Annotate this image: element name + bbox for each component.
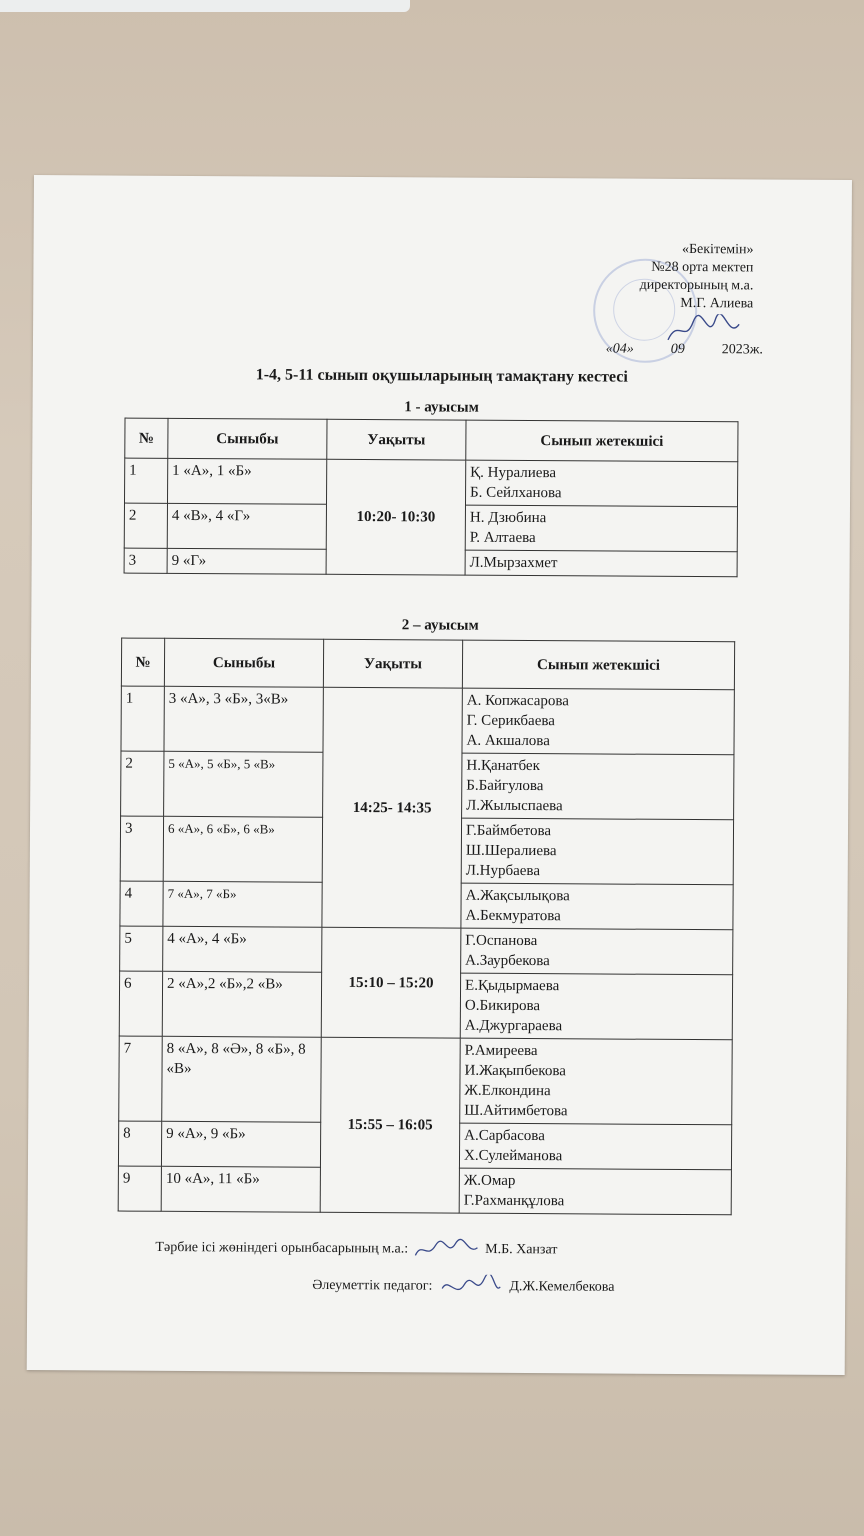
row-classes: 9 «А», 9 «Б» (161, 1121, 320, 1167)
pedagog-signature (436, 1274, 506, 1298)
header-time: Уақыты (323, 639, 462, 688)
row-classes: 4 «А», 4 «Б» (163, 926, 322, 972)
row-num: 2 (121, 751, 164, 816)
teacher: Л.Нурбаева (465, 862, 541, 880)
header-time: Уақыты (327, 419, 466, 460)
teacher: А. Копжасарова (466, 692, 570, 710)
row-teachers (460, 973, 732, 1040)
row-num: 4 (120, 881, 163, 926)
date-month: 09 (670, 341, 685, 357)
row-classes: 4 «В», 4 «Г» (167, 503, 326, 549)
row-time: 14:25- 14:35 (322, 687, 462, 928)
row-classes: 7 «А», 7 «Б» (163, 881, 322, 927)
teacher: Қ. Нуралиева (470, 464, 557, 482)
row-num: 2 (124, 503, 167, 548)
teacher: Б.Байгулова (466, 777, 544, 795)
row-teachers (460, 1038, 733, 1125)
date-day: «04» (605, 341, 634, 357)
row-num: 3 (124, 548, 167, 573)
teacher: Ш.Шералиева (465, 842, 557, 860)
date-year: 2023ж. (721, 342, 763, 358)
row-teachers (459, 1168, 731, 1215)
deputy-signature (412, 1237, 482, 1261)
row-num: 9 (118, 1166, 161, 1211)
row-teachers (465, 550, 737, 577)
teacher: Н.Қанатбек (466, 757, 540, 775)
teacher: Л.Мырзахмет (469, 554, 558, 572)
row-num: 7 (119, 1036, 163, 1121)
teacher: А.Заурбекова (465, 952, 550, 970)
deputy-name: М.Б. Ханзат (485, 1241, 558, 1258)
teacher: А.Сарбасова (464, 1127, 545, 1145)
row-classes: 1 «А», 1 «Б» (167, 458, 326, 504)
teacher: А.Бекмуратова (465, 907, 561, 925)
row-classes: 3 «А», 3 «Б», 3«В» (164, 686, 323, 752)
row-teachers (459, 1123, 731, 1170)
teacher: Х.Сулейманова (463, 1147, 563, 1165)
row-num: 1 (124, 458, 167, 503)
approval-line-3: директорының м.а. (639, 277, 754, 294)
teacher: О.Бикирова (464, 997, 541, 1015)
row-time: 15:10 – 15:20 (321, 927, 461, 1038)
teacher: И.Жақыпбекова (464, 1062, 566, 1080)
teacher: Н. Дзюбина (469, 509, 547, 527)
header-num: № (121, 638, 164, 686)
teacher: Г.Рахманқұлова (463, 1192, 565, 1210)
row-classes: 5 «А», 5 «Б», 5 «В» (164, 751, 323, 817)
pedagog-signature-line (312, 1274, 614, 1300)
row-num: 6 (119, 971, 162, 1036)
header-teacher: Сынып жетекшісі (462, 640, 734, 690)
header-num: № (125, 418, 168, 458)
row-num: 3 (120, 816, 163, 881)
teacher: А.Жақсылықова (465, 887, 570, 905)
teacher: Ш.Айтимбетова (464, 1102, 568, 1120)
pedagog-name: Д.Ж.Кемелбекова (509, 1279, 615, 1295)
row-teachers (461, 928, 733, 975)
row-classes: 2 «А»,2 «Б»,2 «В» (162, 971, 321, 1037)
pedagog-label: Әлеуметтік педагог: (312, 1277, 433, 1294)
row-teachers (465, 460, 737, 507)
table-row (124, 458, 737, 507)
row-num: 8 (118, 1121, 161, 1166)
shift1-table (124, 418, 739, 578)
teacher: А. Акшалова (466, 732, 550, 750)
deputy-signature-line (155, 1236, 557, 1262)
table-row (121, 686, 734, 755)
row-classes: 10 «А», 11 «Б» (161, 1166, 320, 1212)
row-teachers (462, 688, 734, 755)
shift2-heading: 2 – ауысым (401, 617, 479, 634)
header-class: Сыныбы (164, 638, 323, 687)
row-teachers (465, 505, 737, 552)
shift2-header-row (121, 638, 734, 690)
shift2-table (118, 638, 735, 1216)
teacher: Б. Сейлханова (470, 484, 562, 502)
teacher: Ж.Омар (463, 1172, 516, 1189)
row-time: 15:55 – 16:05 (320, 1037, 460, 1213)
approval-line-1: «Бекітемін» (681, 241, 754, 258)
row-num: 5 (120, 926, 163, 971)
row-teachers (462, 753, 734, 820)
row-classes: 6 «А», 6 «Б», 6 «В» (163, 816, 322, 882)
teacher: Ж.Елкондина (464, 1082, 551, 1100)
teacher: Е.Қыдырмаева (465, 977, 560, 995)
table-row (119, 1036, 733, 1125)
approval-line-2: №28 орта мектеп (651, 259, 754, 276)
approval-line-4: М.Г. Алиева (680, 295, 754, 312)
teacher: Г.Оспанова (465, 932, 538, 950)
document-page (27, 175, 852, 1375)
teacher: Л.Жылыспаева (466, 797, 563, 815)
table-row (120, 926, 733, 975)
header-class: Сыныбы (168, 418, 327, 459)
deputy-label: Тәрбие ісі жөніндегі орынбасарының м.а.: (155, 1239, 409, 1257)
teacher: А.Джургараева (464, 1017, 563, 1035)
teacher: Г. Серикбаева (466, 712, 555, 730)
shift1-header-row (125, 418, 738, 462)
row-classes: 8 «А», 8 «Ә», 8 «Б», 8 «В» (162, 1036, 322, 1122)
approval-block (593, 240, 753, 313)
row-teachers (461, 883, 733, 930)
header-teacher: Сынып жетекшісі (466, 420, 738, 462)
background-object (0, 0, 410, 12)
shift1-heading: 1 - ауысым (404, 399, 479, 416)
approval-date (598, 341, 763, 358)
row-time: 10:20- 10:30 (326, 459, 466, 575)
page-title: 1-4, 5-11 сынып оқушыларының тамақтану кестесі (255, 366, 628, 386)
teacher: Р. Алтаева (469, 529, 536, 547)
row-classes: 9 «Г» (167, 548, 326, 574)
teacher: Р.Амиреева (464, 1042, 538, 1060)
row-teachers (461, 818, 733, 885)
teacher: Г.Баймбетова (465, 822, 552, 840)
row-num: 1 (121, 686, 164, 751)
